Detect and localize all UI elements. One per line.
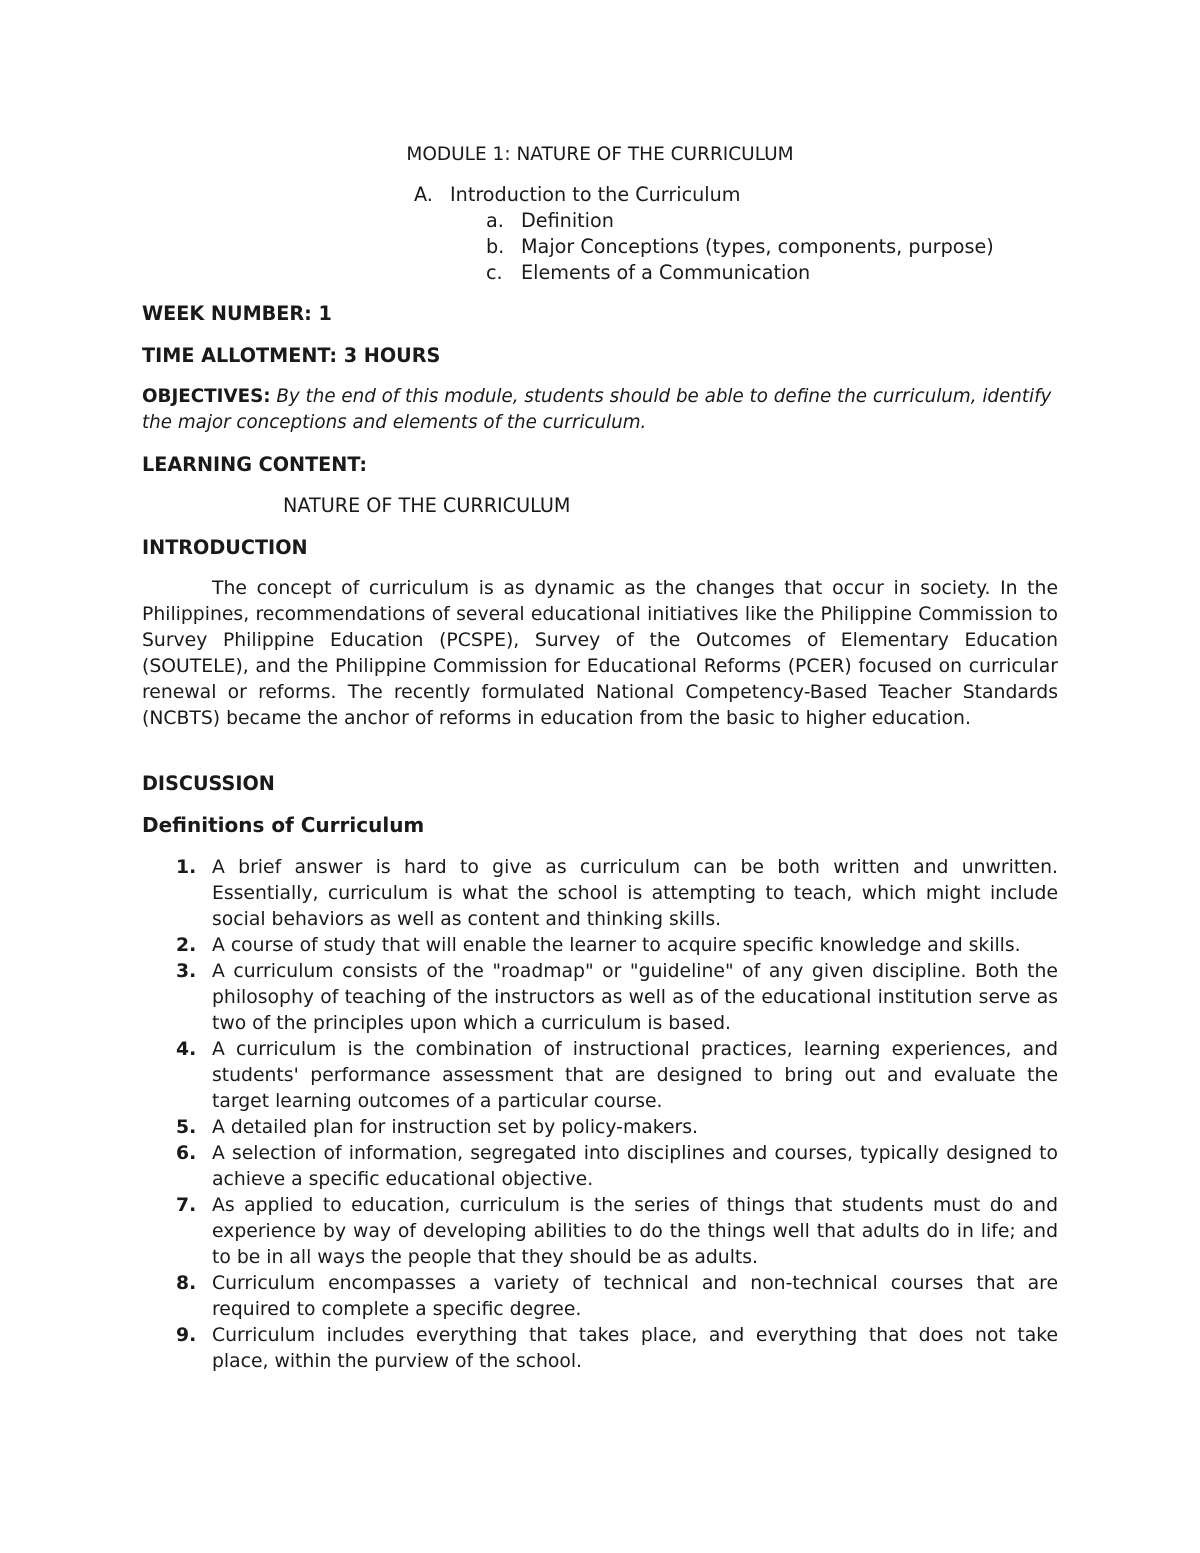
list-item-number: 9.	[176, 1325, 197, 1346]
list-item-number: 5.	[176, 1117, 197, 1138]
introduction-heading: INTRODUCTION	[142, 536, 308, 559]
list-item-number: 8.	[176, 1273, 197, 1294]
list-item	[142, 1323, 1058, 1375]
list-item-text: A detailed plan for instruction set by policy-makers.	[212, 1117, 698, 1138]
objectives-text: By the end of this module, students should be able to define the curriculum, identify the major conceptions and elements of the curriculum.	[142, 386, 1052, 433]
list-item-text: Curriculum encompasses a variety of technical and non-technical courses that are required to complete a specific degree.	[212, 1273, 1058, 1320]
outline-subitem-label: Definition	[521, 209, 614, 232]
list-item-text: A curriculum is the combination of instructional practices, learning experiences, and students' performance assessment that are designed to bring out and evaluate the target learning outcomes of a particular course.	[212, 1039, 1058, 1112]
outline-main-marker: A.	[414, 183, 433, 206]
discussion-heading: DISCUSSION	[142, 772, 275, 795]
objectives-label: OBJECTIVES:	[142, 386, 271, 407]
outline-subitem-marker: a.	[486, 209, 504, 232]
list-item-text: A curriculum consists of the "roadmap" or "guideline" of any given discipline. Both the philosophy of teaching of the instructors as well as of the educational institution serve as two of the principles upon which a curriculum is based.	[212, 961, 1058, 1034]
list-item-text: A course of study that will enable the learner to acquire specific knowledge and skills.	[212, 935, 1021, 956]
list-item-text: A selection of information, segregated into disciplines and courses, typically designed to achieve a specific educational objective.	[212, 1143, 1058, 1190]
section-title: NATURE OF THE CURRICULUM	[283, 494, 571, 517]
time-allotment: TIME ALLOTMENT: 3 HOURS	[142, 344, 441, 367]
list-item-text: Curriculum includes everything that takes place, and everything that does not take place, within the purview of the school.	[212, 1325, 1058, 1372]
definitions-heading: Definitions of Curriculum	[142, 813, 425, 837]
list-item	[142, 933, 1058, 959]
list-item-text: As applied to education, curriculum is the series of things that students must do and experience by way of developing abilities to do the things well that adults do in life; and to be in all ways the people that they should be as adults.	[212, 1195, 1058, 1268]
introduction-paragraph	[142, 576, 1058, 732]
list-item-number: 7.	[176, 1195, 197, 1216]
list-item-number: 6.	[176, 1143, 197, 1164]
list-item	[142, 1271, 1058, 1323]
list-item	[142, 1115, 1058, 1141]
objectives	[142, 384, 1058, 436]
outline-subitem-label: Elements of a Communication	[521, 261, 811, 284]
list-item-number: 2.	[176, 935, 197, 956]
outline-subitem-marker: b.	[486, 235, 505, 258]
learning-content-heading: LEARNING CONTENT:	[142, 453, 368, 476]
definitions-list	[142, 855, 1058, 1375]
list-item	[142, 1037, 1058, 1115]
list-item	[142, 1141, 1058, 1193]
list-item-number: 3.	[176, 961, 197, 982]
outline-main-label: Introduction to the Curriculum	[450, 183, 741, 206]
list-item-text: A brief answer is hard to give as curriculum can be both written and unwritten. Essentially, curriculum is what the school is attempting to teach, which might include social behaviors as well as content and thinking skills.	[212, 857, 1058, 930]
introduction-text: The concept of curriculum is as dynamic as the changes that occur in society. In the Philippines, recommendations of several educational initiatives like the Philippine Commission to Survey Philippine Education (PCSPE), Survey of the Outcomes of Elementary Education (SOUTELE), and the Philippine Commission for Educational Reforms (PCER) focused on curricular renewal or reforms. The recently formulated National Competency-Based Teacher Standards (NCBTS) became the anchor of reforms in education from the basic to higher education.	[142, 578, 1058, 729]
list-item-number: 1.	[176, 857, 197, 878]
outline-subitem-marker: c.	[486, 261, 503, 284]
list-item	[142, 1193, 1058, 1271]
list-item	[142, 855, 1058, 933]
list-item	[142, 959, 1058, 1037]
week-number: WEEK NUMBER: 1	[142, 302, 332, 325]
module-title: MODULE 1: NATURE OF THE CURRICULUM	[406, 144, 794, 165]
outline-subitem-label: Major Conceptions (types, components, purpose)	[521, 235, 994, 258]
list-item-number: 4.	[176, 1039, 197, 1060]
